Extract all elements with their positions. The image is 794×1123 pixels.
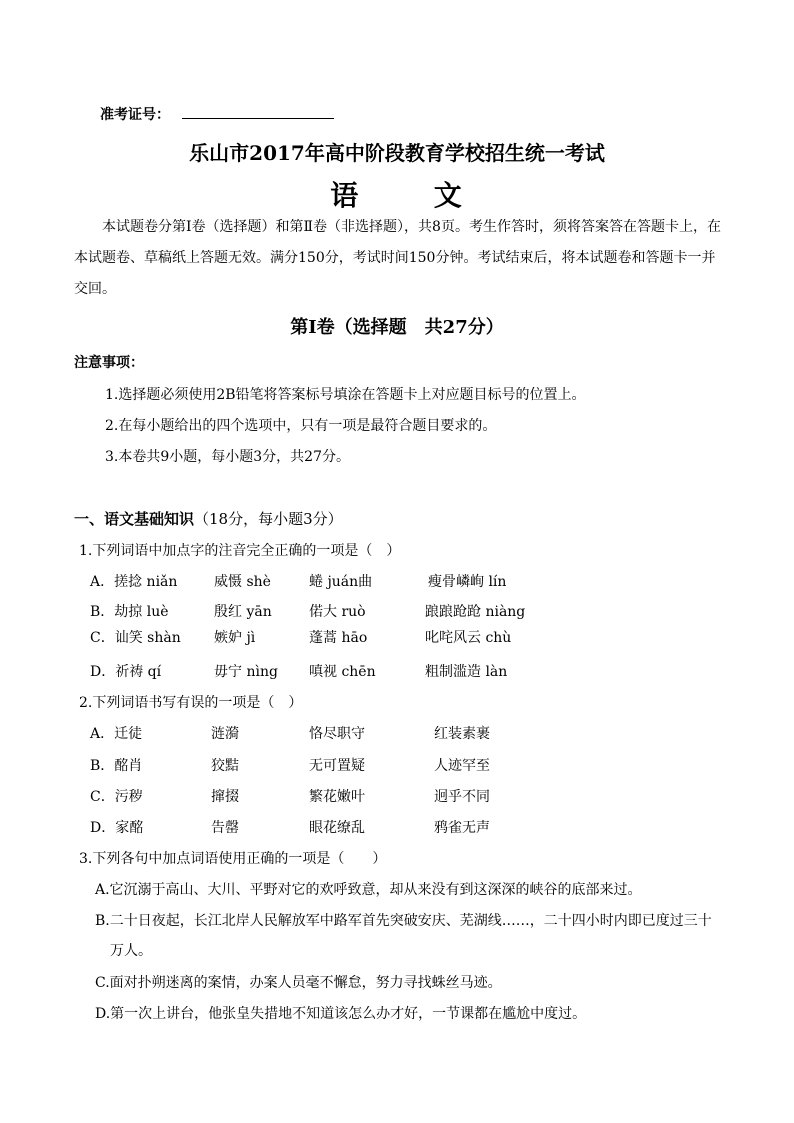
q2-b-3: 无可置疑	[309, 758, 365, 774]
note-1: 1.选择题必须使用2B铅笔将答案标号填涂在答题卡上对应题目标号的位置上。	[105, 387, 586, 403]
subject-char-2: 文	[433, 179, 464, 212]
q1-b-4: 踉踉跄跄 niàng	[425, 604, 526, 620]
q1-d-3: 嗔视 chēn	[309, 664, 376, 680]
q1-c-4: 叱咤风云 chù	[425, 630, 512, 646]
section1-score: （18分，每小题3分）	[194, 510, 343, 528]
q3-option-b-cont: 万人。	[110, 943, 152, 959]
q2-c-1: C．污秽	[90, 789, 143, 805]
ticket-label: 准考证号：	[100, 107, 170, 123]
q1-c-3: 蓬蒿 hāo	[309, 630, 368, 646]
section1-heading	[74, 508, 343, 529]
q1-c-2: 嫉妒 jì	[214, 630, 256, 646]
q1-b-1: B．劫掠 luè	[90, 604, 169, 620]
q2-d-2: 告罄	[211, 820, 239, 836]
subject-title	[0, 174, 794, 214]
q3-option-c: C.面对扑朔迷离的案情，办案人员毫不懈怠，努力寻找蛛丝马迹。	[95, 975, 502, 991]
q1-d-1: D．祈祷 qí	[90, 664, 162, 680]
q3-stem: 3.下列各句中加点词语使用正确的一项是（ ）	[79, 851, 387, 867]
q2-c-4: 迥乎不同	[434, 789, 490, 805]
q2-stem: 2.下列词语书写有误的一项是（ ）	[79, 695, 303, 711]
q2-a-1: A．迁徒	[90, 726, 143, 742]
q2-a-3: 恪尽职守	[309, 726, 365, 742]
q2-a-2: 涟漪	[211, 726, 239, 742]
q1-d-2: 毋宁 nìng	[214, 664, 278, 680]
exam-title: 乐山市2017年高中阶段教育学校招生统一考试	[189, 141, 605, 165]
note-2: 2.在每小题给出的四个选项中，只有一项是最符合题目要求的。	[105, 418, 497, 434]
q1-b-2: 殷红 yān	[214, 604, 272, 620]
q2-b-2: 狡黠	[211, 758, 239, 774]
q3-option-a: A.它沉溺于高山、大川、平野对它的欢呼致意，却从来没有到这深深的峡谷的底部来过。	[95, 882, 642, 898]
notes-label: 注意事项：	[74, 355, 144, 371]
q1-a-2: 威慑 shè	[214, 574, 271, 590]
q2-b-1: B．酩肖	[90, 758, 143, 774]
q1-a-4: 瘦骨嶙峋 lín	[428, 574, 507, 590]
q1-stem: 1.下列词语中加点字的注音完全正确的一项是（ ）	[79, 543, 401, 559]
part1-title: 第Ⅰ卷（选择题 共27分）	[290, 317, 504, 338]
ticket-number-blank[interactable]	[182, 118, 334, 119]
q2-d-3: 眼花缭乱	[309, 820, 365, 836]
q1-a-3: 蜷 juán曲	[309, 574, 373, 590]
q2-d-4: 鸦雀无声	[434, 820, 490, 836]
q2-b-4: 人迹罕至	[434, 758, 490, 774]
note-3: 3.本卷共9小题，每小题3分，共27分。	[105, 449, 350, 465]
q1-d-4: 粗制滥造 làn	[425, 664, 508, 680]
q3-option-d: D.第一次上讲台，他张皇失措地不知道该怎么办才好，一节课都在尴尬中度过。	[95, 1006, 587, 1022]
q2-a-4: 红装素裹	[434, 726, 490, 742]
q2-c-2: 撺掇	[211, 789, 239, 805]
section1-label: 一、语文基础知识	[74, 510, 195, 528]
q2-d-1: D．家酩	[90, 820, 144, 836]
q2-c-3: 繁花嫩叶	[309, 789, 365, 805]
subject-char-1: 语	[330, 179, 361, 212]
q1-a-1: A．搓捻 niǎn	[90, 574, 178, 590]
q1-c-1: C．讪笑 shàn	[90, 630, 181, 646]
q1-b-3: 偌大 ruò	[309, 604, 366, 620]
exam-instructions: 本试题卷分第Ⅰ卷（选择题）和第Ⅱ卷（非选择题），共8页。考生作答时，须将答案答在答题卡上，在本试题卷、草稿纸上答题无效。满分150分，考试时间150分钟。考试结束后，将本试题卷和答题卡一并交回。	[74, 219, 721, 297]
q3-option-b: B.二十日夜起，长江北岸人民解放军中路军首先突破安庆、芜湖线……，二十四小时内即已度过三十	[95, 913, 712, 929]
